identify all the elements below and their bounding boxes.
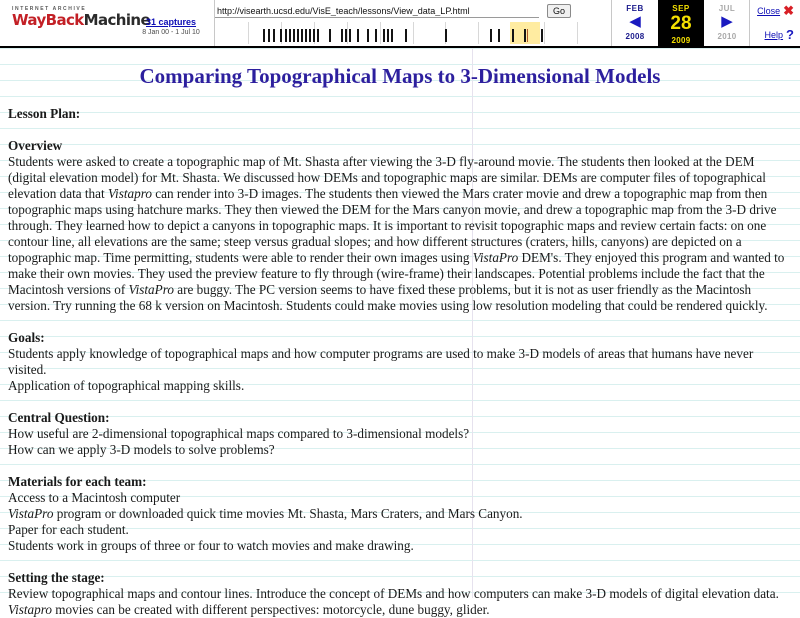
timeline-capture-tick[interactable] [263, 29, 265, 42]
timeline-capture-tick[interactable] [285, 29, 287, 42]
timeline-capture-tick[interactable] [280, 29, 282, 42]
materials-line-1: Access to a Macintosh computer [8, 490, 181, 505]
timeline-month-divider [413, 22, 414, 44]
central-question-heading: Central Question: [8, 410, 110, 425]
setting-italic-1: Vistapro [8, 602, 52, 617]
help-button[interactable] [765, 29, 794, 40]
timeline-capture-tick[interactable] [313, 29, 315, 42]
close-icon: ✖ [783, 3, 794, 18]
timeline-current-marker [527, 29, 528, 42]
timeline-capture-tick[interactable] [345, 29, 347, 42]
spacer [8, 314, 792, 330]
timeline-capture-tick[interactable] [329, 29, 331, 42]
materials-line-2-italic: VistaPro [8, 506, 54, 521]
overview-text-4: are buggy. The PC version seems to have fixed these problems, but it is not as user friendly as the Macintosh version. Try running the 68 k version on Macintosh. Students could make movies using low resolution modeling that could be rendered quickly. [8, 282, 768, 313]
timeline-capture-tick[interactable] [512, 29, 514, 42]
materials-line-2-rest: program or downloaded quick time movies Mt. Shasta, Mars Craters, and Mars Canyon. [53, 506, 523, 521]
overview-paragraph [8, 154, 792, 314]
wayback-toolbar [0, 0, 800, 48]
next-year-label: 2010 [717, 32, 737, 41]
page-title: Comparing Topographical Maps to 3-Dimensional Models [139, 64, 661, 88]
next-capture-button[interactable] [704, 0, 750, 46]
captures-date-range: 8 Jan 00 - 1 Jul 10 [142, 29, 200, 36]
next-arrow-icon: ▶ [721, 13, 733, 30]
previous-arrow-icon: ◀ [629, 13, 641, 30]
setting-text-2: movies can be created with different perspectives: motorcycle, dune buggy, glider. [51, 602, 490, 617]
materials-line-2 [8, 506, 792, 522]
timeline-capture-tick[interactable] [498, 29, 500, 42]
timeline-month-divider [248, 22, 249, 44]
wordmark-part-two: Machine [83, 11, 151, 29]
url-row [215, 0, 610, 18]
timeline-capture-tick[interactable] [387, 29, 389, 42]
captures-summary [128, 0, 214, 46]
timeline-capture-tick[interactable] [391, 29, 393, 42]
spacer [8, 458, 792, 474]
timeline-capture-tick[interactable] [349, 29, 351, 42]
timeline-capture-tick[interactable] [301, 29, 303, 42]
goals-line-2: Application of topographical mapping skills. [8, 378, 245, 393]
materials-heading: Materials for each team: [8, 474, 147, 489]
previous-capture-button[interactable] [612, 0, 658, 46]
timeline-capture-tick[interactable] [289, 29, 291, 42]
goals-heading: Goals: [8, 330, 45, 345]
goals-line-1: Students apply knowledge of topographical maps and how computer programs are used to make 3-D models of areas that humans have never visited. [8, 346, 754, 377]
url-input[interactable] [215, 4, 539, 18]
overview-text-3: DEM's. They enjoyed this program and wanted to make their own movies. They used the preview feature to fly through (wire-frame) their landscapes. Potential problems include the fact that the Macintosh versions of [8, 250, 785, 297]
lesson-plan-heading: Lesson Plan: [8, 106, 81, 121]
overview-italic-2: VistaPro [472, 250, 519, 265]
timeline-capture-tick[interactable] [405, 29, 407, 42]
timeline-month-divider [544, 22, 545, 44]
setting-text-1: Review topographical maps and contour lines. Introduce the concept of DEMs and how computers can make 3-D models of digital elevation data. [8, 586, 779, 601]
internet-archive-supertitle: INTERNET ARCHIVE [12, 6, 87, 12]
overview-text-2: can render into 3-D images. The students then viewed the Mars crater movie and drew a topographic map from then topographic maps using hatchure marks. They then viewed the DEM for the Mars canyon movie, and drew a topographic map from the 3-D drive through. They learned how to depict a canyons in topographic maps. It is important to revisit topographic maps and review certain facts: on one contour line, all elevations are the same; steep versus gradual slopes; and how different structures (craters, hills, canyons) are depicted on a topographic map. Time permitting, students were able to render their own images using [8, 186, 777, 265]
close-label: Close [757, 5, 781, 16]
spacer [8, 122, 792, 138]
timeline-capture-tick[interactable] [367, 29, 369, 42]
wayback-machine-wordmark [12, 11, 151, 29]
timeline-capture-tick[interactable] [305, 29, 307, 42]
timeline-capture-tick[interactable] [357, 29, 359, 42]
timeline-capture-tick[interactable] [524, 29, 526, 42]
date-navigator [612, 0, 750, 46]
setting-the-stage-paragraph [8, 586, 792, 618]
current-capture-date[interactable] [658, 0, 704, 46]
current-month-label: SEP [672, 4, 690, 13]
central-question-line-1: How useful are 2-dimensional topographical maps compared to 3-dimensional models? [8, 426, 470, 441]
timeline-capture-tick[interactable] [293, 29, 295, 42]
timeline-capture-tick[interactable] [383, 29, 385, 42]
timeline-capture-tick[interactable] [375, 29, 377, 42]
overview-text-1: Students were asked to create a topographic map of Mt. Shasta after viewing the 3-D fly-around movie. The students then looked at the DEM (digital elevation model) for Mt. Shasta. We discussed how DEMs and topographic maps are similar. DEMs are computer files of topographical elevation data that [8, 154, 766, 201]
materials-line-4: Students work in groups of three or four to watch movies and make drawing. [8, 538, 414, 553]
timeline-capture-tick[interactable] [268, 29, 270, 42]
timeline-capture-tick[interactable] [490, 29, 492, 42]
toolbar-actions [750, 0, 800, 46]
archived-page [0, 48, 800, 617]
materials-line-3: Paper for each student. [8, 522, 129, 537]
previous-year-label: 2008 [625, 32, 645, 41]
overview-italic-3: VistaPro [128, 282, 174, 297]
spacer [8, 394, 792, 410]
spacer [8, 554, 792, 570]
timeline-capture-tick[interactable] [541, 29, 543, 42]
help-label: Help [764, 29, 784, 40]
overview-heading: Overview [8, 138, 63, 153]
next-month-label: JUL [718, 4, 736, 13]
timeline-month-divider [478, 22, 479, 44]
url-and-timeline [215, 0, 610, 46]
timeline-capture-tick[interactable] [309, 29, 311, 42]
timeline-capture-tick[interactable] [297, 29, 299, 42]
wayback-logo[interactable] [0, 0, 151, 46]
current-year-label: 2009 [671, 36, 691, 45]
timeline-capture-tick[interactable] [341, 29, 343, 42]
captures-count-link[interactable]: 31 captures [145, 17, 197, 27]
go-button[interactable]: Go [547, 4, 571, 18]
wordmark-part-one: WayBack [12, 11, 84, 29]
timeline-month-divider [347, 22, 348, 44]
timeline-capture-tick[interactable] [445, 29, 447, 42]
timeline-capture-tick[interactable] [317, 29, 319, 42]
timeline-month-divider [577, 22, 578, 44]
setting-the-stage-heading: Setting the stage: [8, 570, 105, 585]
current-day-label: 28 [670, 13, 692, 34]
timeline-month-divider [380, 22, 381, 44]
overview-italic-1: Vistapro [107, 186, 152, 201]
central-question-line-2: How can we apply 3-D models to solve problems? [8, 442, 275, 457]
capture-timeline[interactable] [215, 22, 610, 44]
timeline-capture-tick[interactable] [273, 29, 275, 42]
lesson-plan-document [0, 48, 800, 618]
close-button[interactable] [757, 5, 794, 16]
previous-month-label: FEB [626, 4, 644, 13]
help-icon: ? [786, 27, 794, 42]
